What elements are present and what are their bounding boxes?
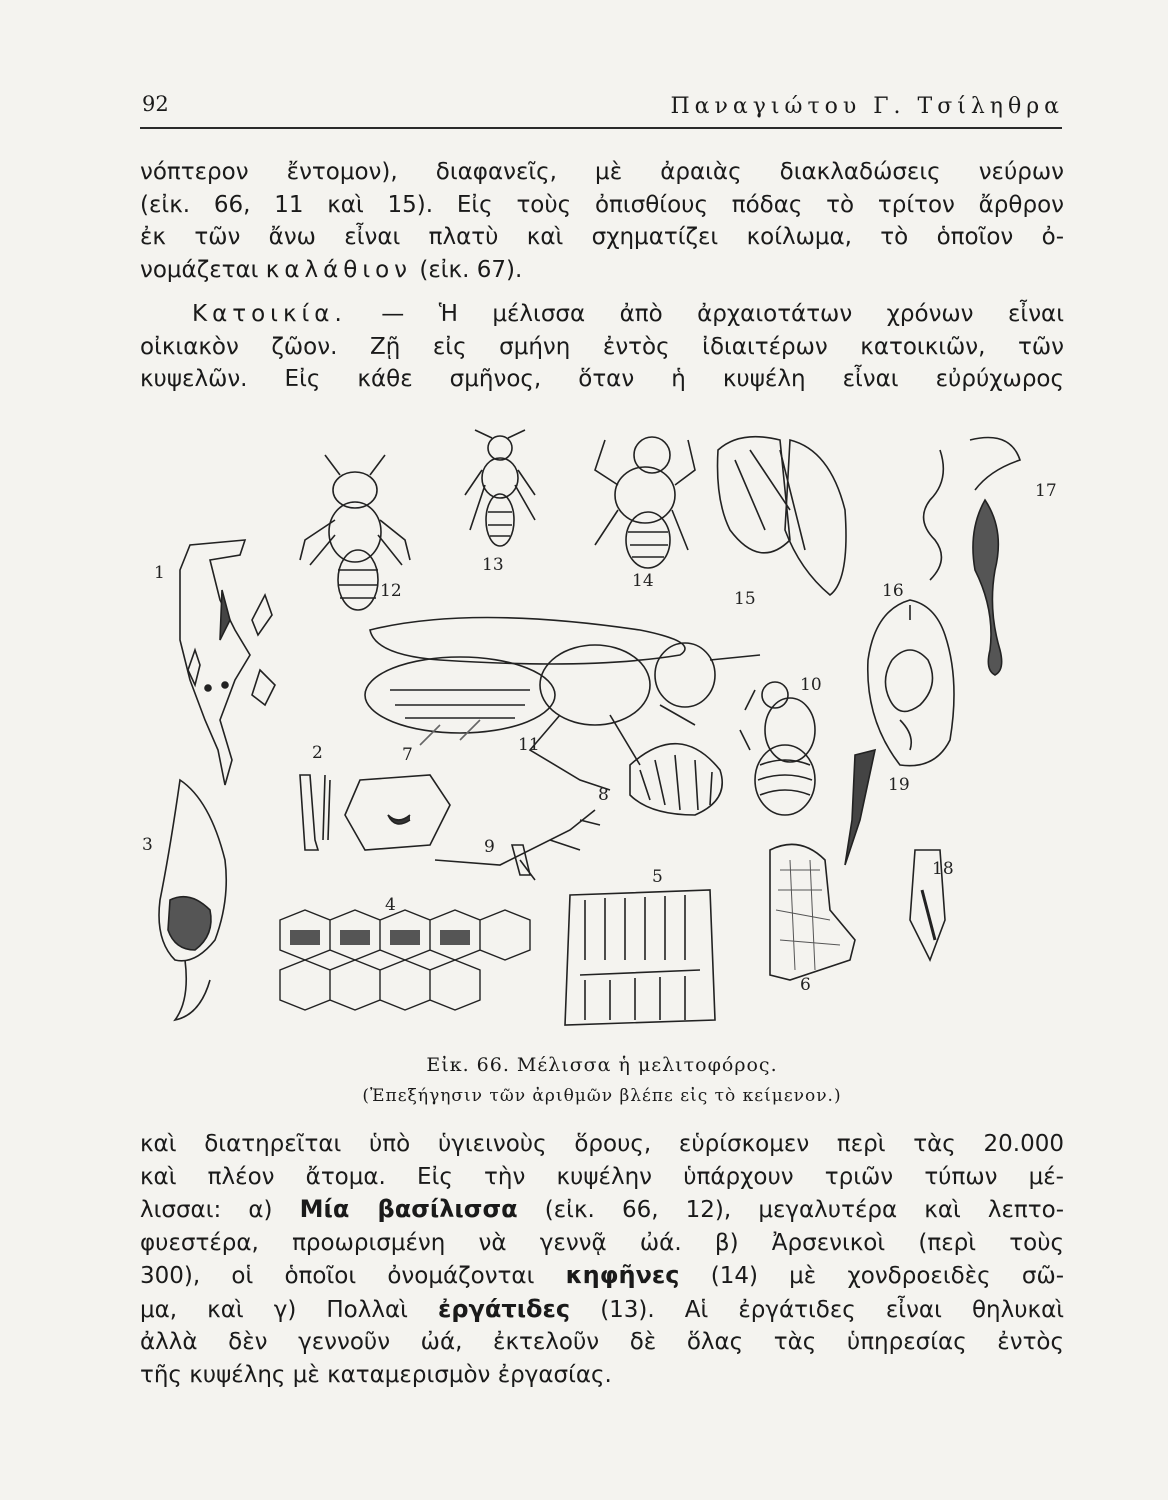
figure-label-10: 10 [800, 675, 822, 695]
text-line: καὶ διατηρεῖται ὑπὸ ὑγιεινοὺς ὅρους, εὑρίσκομεν περὶ τὰς 20.000 [140, 1131, 1064, 1157]
text-segment: (14) μὲ χονδροειδὲς σῶ- [679, 1263, 1064, 1289]
figure-label-12: 12 [380, 581, 402, 601]
illustration-3-hind-leg [159, 780, 226, 1020]
section-heading: Κατοικία. [192, 301, 347, 327]
figure-label-17: 17 [1035, 481, 1057, 501]
figure-label-4: 4 [385, 895, 396, 915]
figure-label-11: 11 [518, 735, 540, 755]
figure-label-9: 9 [484, 837, 495, 857]
text-segment: μα, καὶ γ) Πολλαὶ [140, 1296, 438, 1323]
bottom-paragraph [140, 1128, 1064, 1391]
figure-label-8: 8 [598, 785, 609, 805]
header-rule [140, 127, 1062, 129]
figure-label-19: 19 [888, 775, 910, 795]
text-line: οἰκιακὸν ζῶον. Ζῇ εἰς σμήνη ἐντὸς ἰδιαιτέρων κατοικιῶν, τῶν [140, 333, 1064, 360]
illustration-8-larva [630, 744, 722, 815]
figure-label-16: 16 [882, 581, 904, 601]
illustration-6-tissue [770, 844, 855, 980]
text-segment: (εἰκ. 67). [412, 256, 523, 283]
figure-label-2: 2 [312, 743, 323, 763]
illustration-1-leg-detail [180, 540, 275, 785]
text-line: (εἰκ. 66, 11 καὶ 15). Εἰς τοὺς ὀπισθίους πόδας τὸ τρίτον ἄρθρον [140, 191, 1064, 218]
text-segment: 300), οἱ ὁποῖοι ὀνομάζονται [140, 1263, 566, 1289]
text-line: τῆς κυψέλης μὲ καταμερισμὸν ἐργασίας. [140, 1361, 612, 1388]
text-segment: λισσαι: α) [140, 1197, 300, 1223]
text-segment: νομάζεται [140, 256, 266, 283]
figure-66 [140, 420, 1064, 1040]
illustration-11-large-bee [365, 618, 760, 791]
illustration-16-organ [868, 600, 954, 766]
figure-label-15: 15 [734, 589, 756, 609]
illustration-2-sting [300, 775, 330, 850]
illustration-10-pupa [740, 682, 815, 815]
illustration-9-antenna [435, 810, 600, 880]
figure-label-6: 6 [800, 975, 811, 995]
text-line: ἐκ τῶν ἄνω εἶναι πλατὺ καὶ σχηματίζει κοίλωμα, τὸ ὁποῖον ὀ- [140, 224, 1064, 250]
figure-label-1: 1 [154, 563, 165, 583]
illustration-5-wax-cells [565, 890, 715, 1025]
text-line: καὶ πλέον ἄτομα. Εἰς τὴν κυψέλην ὑπάρχουν τριῶν τύπων μέ- [140, 1163, 1064, 1190]
text-segment: — Ἡ μέλισσα ἀπὸ ἀρχαιοτάτων χρόνων εἶναι [381, 301, 1064, 327]
text-line [140, 1259, 1064, 1293]
illustration-17-ovary [924, 438, 1020, 676]
top-paragraph [140, 156, 1064, 286]
running-title: Παναγιώτου Γ. Τσίληθρα [670, 94, 1064, 119]
page-number: 92 [142, 92, 169, 116]
illustration-7-cell-with-egg [345, 775, 450, 850]
illustration-14-drone [595, 437, 695, 568]
figure-label-3: 3 [142, 835, 153, 855]
illustration-19-mandible [845, 750, 875, 865]
term-workers: ἐργάτιδες [438, 1294, 571, 1323]
illustration-4-honeycomb [280, 910, 530, 1010]
figure-label-7: 7 [402, 745, 413, 765]
term-queen: Μία βασίλισσα [299, 1195, 518, 1223]
term-drones: κηφῆνες [565, 1261, 680, 1289]
illustration-13-worker [465, 430, 535, 546]
figure-label-5: 5 [652, 867, 663, 887]
katoikia-paragraph [140, 298, 1064, 396]
figure-subcaption: (Ἐπεξήγησιν τῶν ἀριθμῶν βλέπε εἰς τὸ κείμενον.) [362, 1086, 842, 1106]
illustration-15-wings [718, 437, 847, 595]
text-line: κυψελῶν. Εἰς κάθε σμῆνος, ὅταν ἡ κυψέλη εἶναι εὐρύχωρος [140, 366, 1064, 392]
figure-label-18: 18 [932, 859, 954, 879]
text-line [140, 1193, 1064, 1227]
text-line [140, 298, 1064, 331]
text-line: νόπτερον ἔντομον), διαφανεῖς, μὲ ἀραιὰς διακλαδώσεις νεύρων [140, 159, 1064, 185]
text-segment: (13). Αἱ ἐργάτιδες εἶναι θηλυκαὶ [570, 1296, 1064, 1323]
text-line: φυεστέρα, προωρισμένη νὰ γεννᾷ ὠά. β) Ἀρσενικοὶ (περὶ τοὺς [140, 1229, 1064, 1256]
figure-label-13: 13 [482, 555, 504, 575]
text-line: ἀλλὰ δὲν γεννοῦν ὠά, ἐκτελοῦν δὲ ὅλας τὰς ὑπηρεσίας ἐντὸς [140, 1329, 1064, 1355]
term-kalathion: καλάθιον [265, 256, 413, 283]
text-segment: (εἰκ. 66, 12), μεγαλυτέρα καὶ λεπτο- [517, 1197, 1064, 1223]
text-line [140, 1293, 1064, 1327]
figure-caption: Εἰκ. 66. Μέλισσα ἡ μελιτοφόρος. [426, 1054, 778, 1076]
text-line [140, 254, 1064, 287]
figure-label-14: 14 [632, 571, 654, 591]
